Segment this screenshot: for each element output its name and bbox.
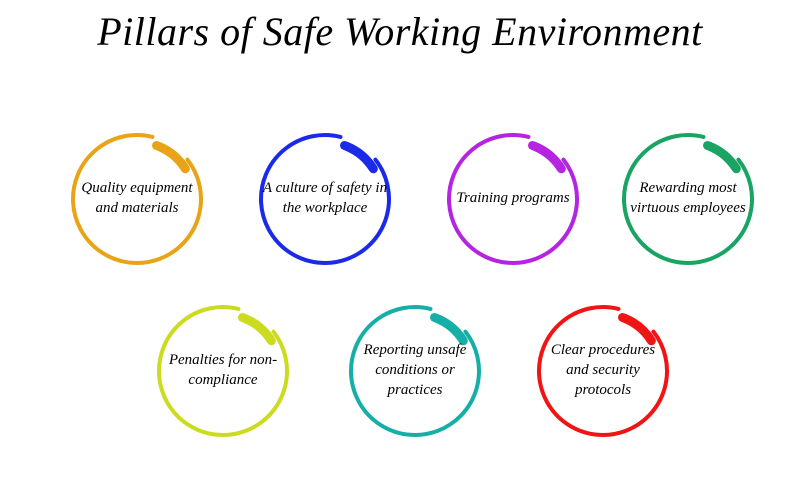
pillar-label: Quality equipment and materials <box>81 180 193 216</box>
pillar-label: Penalties for non-compliance <box>168 352 278 388</box>
pillar-label: A culture of safety in the workplace <box>262 180 388 216</box>
pillar-label: Reporting unsafe conditions or practices <box>363 342 467 398</box>
pillar-1-1 <box>62 124 212 274</box>
pillar-label: Clear procedures and security protocols <box>550 342 656 398</box>
pillar-1-4 <box>613 124 763 274</box>
pillar-2-1 <box>148 296 298 446</box>
pillar-label: Rewarding most virtuous employees <box>630 180 746 216</box>
pillar-1-3 <box>438 124 588 274</box>
pillar-2-2 <box>340 296 490 446</box>
pillar-2-3 <box>528 296 678 446</box>
pillar-1-2 <box>250 124 400 274</box>
page-title: Pillars of Safe Working Environment <box>97 9 703 54</box>
pillar-label: Training programs <box>456 190 570 207</box>
